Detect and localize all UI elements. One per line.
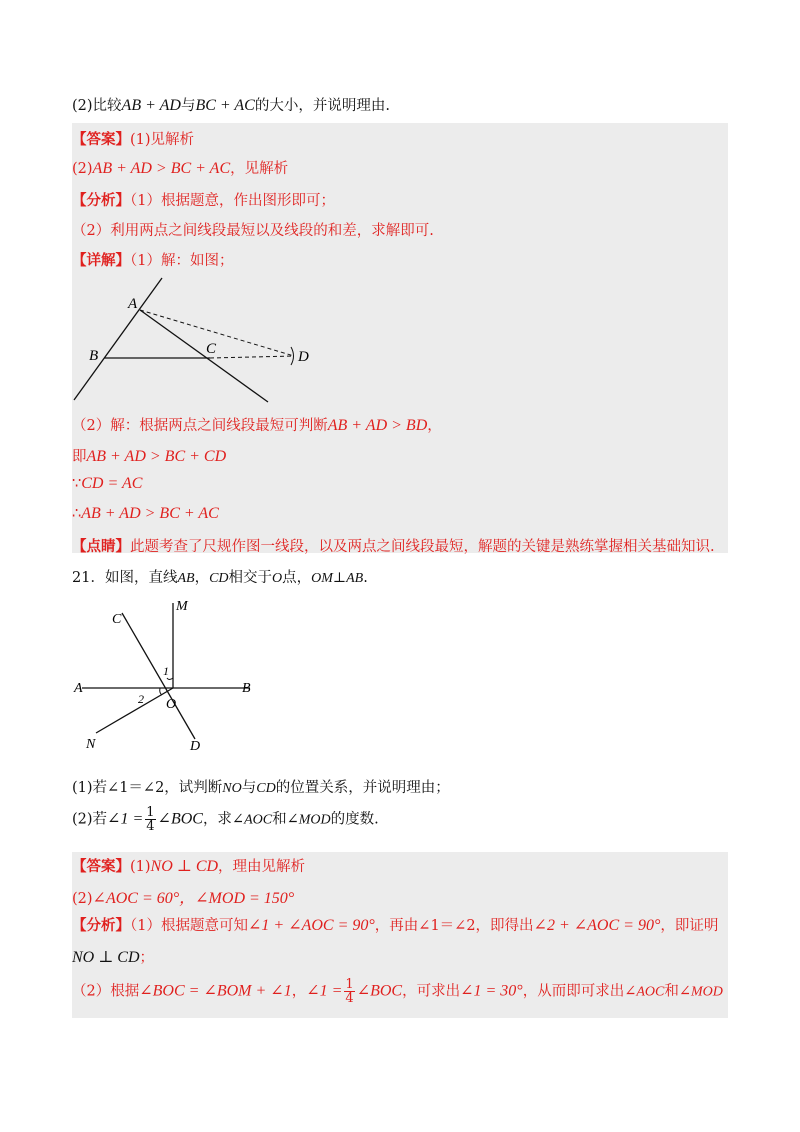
q21-analysis-line3 [72, 978, 723, 1005]
q21-part2-fraction [145, 806, 155, 833]
q21-analysis1-line2-end: ； [139, 950, 154, 966]
label-d: D [190, 739, 201, 754]
q21-part2-mid: ，求∠ [202, 811, 245, 828]
q20-part2-suffix: 的大小，并说明理由. [254, 98, 390, 114]
q21-stem-prefix: 21．如图，直线 [72, 570, 178, 586]
q21-analysis-line1 [72, 914, 718, 935]
q20-answer-tag: 【答案】 [72, 131, 130, 148]
q21-part1-suffix: 的位置关系，并说明理由； [275, 780, 450, 796]
q21-analysis1-line2-expr: NO ⊥ CD [72, 949, 140, 966]
q20-detail-line1 [72, 249, 233, 270]
q20-answer2-prefix: (2) [72, 161, 93, 177]
q21-part1 [72, 776, 450, 797]
q21-analysis2-a: （2）根据 [72, 983, 140, 1000]
q21-analysis1-c: ，即证明 [660, 918, 719, 934]
q20-part2-prefix: (2)比较 [72, 98, 122, 114]
q21-part2-prefix: (2)若 [72, 811, 108, 828]
q21-part2-and: 和∠ [272, 811, 299, 828]
label-o: O [166, 697, 177, 712]
q20-answer-line1 [72, 128, 194, 149]
fraction-denominator: 4 [345, 991, 354, 1006]
q20-step3-prefix: ∴ [72, 506, 82, 522]
q21-analysis2-d: ，从而即可求出∠ [522, 983, 637, 1000]
label-n: N [86, 737, 96, 752]
q21-analysis-tag: 【分析】 [72, 917, 130, 934]
q21-answer1-prefix: (1) [130, 859, 151, 875]
q20-step1-expr: AB + AD > BC + CD [86, 448, 227, 465]
q20-step2-prefix: ∵ [72, 476, 82, 492]
q20-answer1: (1)见解析 [130, 132, 195, 148]
q21-analysis2-c: ，可求出 [402, 983, 461, 1000]
q21-analysis1-expr1: ∠1 + ∠AOC = 90° [247, 917, 375, 934]
q21-stem-mid: 相交于 [228, 570, 273, 586]
q21-answer1-suffix: ，理由见解析 [218, 859, 306, 875]
q21-analysis-line2 [72, 946, 154, 967]
q21-stem-cd: CD [209, 571, 229, 586]
q21-analysis2-expr3: ∠1 = 30° [460, 982, 523, 1000]
q21-stem-o: O [272, 571, 283, 586]
label-m: M [176, 599, 188, 614]
q20-analysis1: （1）根据题意，作出图形即可； [130, 193, 335, 209]
fraction-numerator: 1 [146, 805, 155, 820]
q21-analysis2-and: 和∠ [664, 983, 692, 1000]
q20-analysis-line1 [72, 189, 335, 210]
q20-analysis-line2 [72, 219, 434, 240]
q20-part2-mid: 与 [180, 98, 196, 114]
q21-part2-angle1: ∠1 = [107, 810, 144, 828]
label-b: B [242, 681, 251, 696]
label-angle-2: 2 [138, 692, 144, 706]
q21-analysis2-expr1: ∠BOC = ∠BOM + ∠1 [139, 982, 292, 1000]
q21-stem-ab: AB [177, 571, 195, 586]
q21-part1-no: NO [222, 781, 242, 796]
q21-answer-line2 [72, 885, 294, 908]
q21-answer-line1 [72, 855, 305, 876]
dashed-cd [210, 356, 294, 358]
label-angle-1: 1 [163, 664, 169, 678]
q20-detail2-expr: AB + AD > BD [327, 417, 428, 434]
q20-detail2-prefix: （2）解：根据两点之间线段最短可判断 [72, 418, 328, 434]
q20-comment [72, 535, 715, 556]
q21-analysis2-boc: ∠BOC [356, 982, 403, 1000]
q21-part2-boc: ∠BOC [157, 810, 203, 828]
q21-part2-mod: MOD [298, 812, 331, 828]
label-a: A [74, 681, 83, 696]
q21-stem-end: . [363, 570, 368, 586]
label-d: D [298, 349, 309, 365]
q21-stem [72, 566, 368, 587]
q20-part2 [72, 94, 390, 115]
q20-answer2-expr: AB + AD > BC + AC [92, 160, 231, 177]
q21-analysis1-b: ，再由∠1＝∠2，即得出 [374, 918, 534, 934]
q20-part2-expr2: BC + AC [195, 97, 255, 114]
q20-part2-expr1: AB + AD [121, 97, 181, 114]
q20-comment-tag: 【点睛】 [72, 538, 130, 555]
angle-1-arc [167, 678, 173, 680]
q20-comment-text: 此题考查了尺规作图一线段，以及两点之间线段最短，解题的关键是熟练掌握相关基础知识. [130, 539, 715, 555]
q21-analysis2-fraction [344, 978, 354, 1005]
q21-part1-cd: CD [256, 781, 276, 796]
q20-detail-line2 [72, 414, 442, 435]
fraction-numerator: 1 [345, 977, 354, 992]
q20-step1 [72, 445, 226, 466]
fraction-denominator: 4 [146, 819, 155, 834]
q21-part2-suffix: 的度数. [330, 811, 379, 828]
line-cd [122, 613, 195, 739]
q21-figure [72, 593, 272, 758]
q21-stem-om: OM⊥AB [311, 571, 364, 586]
q21-analysis1-a: （1）根据题意可知 [130, 918, 248, 934]
q21-part1-mid: 与 [241, 780, 257, 796]
q21-part2 [72, 806, 379, 833]
q20-step2 [72, 475, 142, 493]
q20-detail2-suffix: ， [427, 418, 442, 434]
q20-detail1: （1）解：如图； [130, 253, 234, 269]
label-c: C [206, 341, 217, 357]
q20-analysis2: （2）利用两点之间线段最短以及线段的和差，求解即可. [72, 223, 434, 239]
arc-mark [291, 347, 294, 365]
q21-part1-prefix: (1)若∠1＝∠2，试判断 [72, 780, 223, 796]
q21-answer2-expr: ∠AOC = 60°，∠MOD = 150° [92, 890, 295, 907]
q21-answer-tag: 【答案】 [72, 858, 130, 875]
q21-analysis2-b: ， [291, 983, 307, 1000]
label-a: A [128, 296, 138, 312]
q21-analysis2-expr2: ∠1 = [306, 982, 343, 1000]
q21-stem-mid2: 点， [282, 570, 312, 586]
q20-step3 [72, 505, 219, 523]
q20-figure [72, 272, 332, 406]
q21-answer1-expr: NO ⊥ CD [150, 858, 219, 875]
q20-step1-prefix: 即 [72, 449, 87, 465]
q20-answer-line2 [72, 157, 288, 178]
line-through-ab [74, 278, 162, 400]
q20-answer2-suffix: ，见解析 [230, 161, 289, 177]
q21-analysis2-aoc: AOC [636, 984, 665, 1000]
line-through-ac [140, 310, 268, 402]
q21-part2-aoc: AOC [244, 812, 273, 828]
q21-stem-comma: ， [194, 570, 210, 586]
dashed-ad [140, 310, 294, 356]
q21-analysis1-expr2: ∠2 + ∠AOC = 90° [533, 917, 661, 934]
q21-answer2-prefix: (2) [72, 891, 93, 907]
q21-analysis2-mod: MOD [691, 984, 723, 1000]
q20-step2-expr: CD = AC [81, 475, 143, 492]
q20-detail-tag: 【详解】 [72, 252, 130, 269]
q20-step3-expr: AB + AD > BC + AC [81, 505, 219, 522]
q20-analysis-tag: 【分析】 [72, 192, 130, 209]
label-c: C [112, 612, 122, 627]
label-b: B [89, 348, 99, 364]
